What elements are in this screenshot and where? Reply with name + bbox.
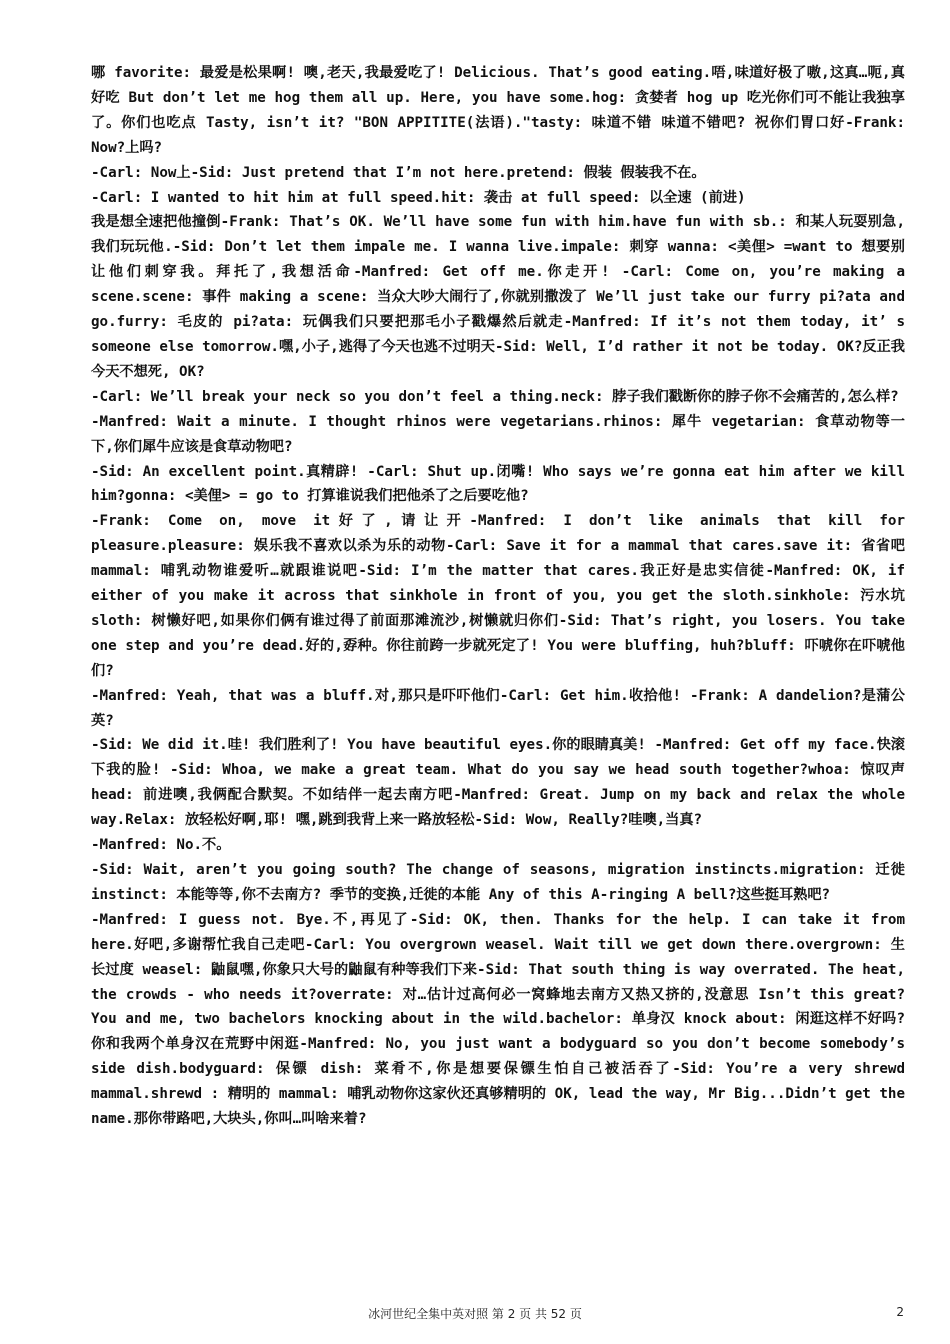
paragraph: -Manfred: Yeah, that was a bluff.对,那只是吓吓他们-Carl: Get him.收拾他! -Frank: A dandelion?是蒲公英? [91, 687, 905, 729]
document-page [91, 61, 905, 1291]
paragraph: -Frank: Come on, move it好了,请让开-Manfred: I don’t like animals that kill for pleasure.pleasure: 娱乐我不喜欢以杀为乐的动物-Carl: Save it for a mammal that cares.save it: 省省吧 mammal: 哺乳动物谁爱听…就跟谁说吧-Sid: I’m the matter that cares.我正好是忠实信徒-Manfred: OK, if either of you make it across that sinkhole in front of you, you get the sloth.sinkhole: 污水坑 sloth: 树懒好吧,如果你们俩有谁过得了前面那滩流沙,树懒就归你们-Sid: That’s right, you losers. You take one step and you’re dead.好的,孬种。你往前跨一步就死定了! You were bluffing, huh?bluff: 吓唬你在吓唬他们? [91, 513, 905, 679]
paragraph: 哪 favorite: 最爱是松果啊! 噢,老天,我最爱吃了! Delicious. That’s good eating.唔,味道好极了嗷,这真…呃,真好吃 But don’t let me hog them all up. Here, you have some.hog: 贪婪者 hog up 吃光你们可不能让我独享了。你们也吃点 Tasty, isn’t it? "BON APPITITE(法语)."tasty: 味道不错 味道不错吧? 祝你们胃口好-Frank: Now?上吗? [91, 65, 905, 156]
footer-title: 冰河世纪全集中英对照 第 2 页 共 52 页 [368, 1307, 582, 1321]
paragraph: -Carl: Now上-Sid: Just pretend that I’m not here.pretend: 假装 假装我不在。 [91, 164, 706, 181]
paragraph: -Carl: We’ll break your neck so you don’t feel a thing.neck: 脖子我们戳断你的脖子你不会痛苦的,怎么样? [91, 388, 899, 405]
page-number: 2 [896, 1305, 904, 1319]
paragraph: -Manfred: Wait a minute. I thought rhinos were vegetarians.rhinos: 犀牛 vegetarian: 食草动物等一下,你们犀牛应该是食草动物吧? [91, 413, 905, 455]
paragraph: -Manfred: No.不。 [91, 837, 231, 854]
paragraph: -Sid: We did it.哇! 我们胜利了! You have beautiful eyes.你的眼睛真美! -Manfred: Get off my face.快滚下我的脸! -Sid: Whoa, we make a great team. What do you say we head south together?whoa: 惊叹声 head: 前进噢,我俩配合默契。不如结伴一起去南方吧-Manfred: Great. Jump on my back and relax the whole way.Relax: 放轻松好啊,耶! 嘿,跳到我背上来一路放轻松-Sid: Wow, Really?哇噢,当真? [91, 737, 905, 829]
paragraph: -Carl: I wanted to hit him at full speed.hit: 袭击 at full speed: 以全速 (前进) [91, 189, 746, 206]
paragraph: 我是想全速把他撞倒-Frank: That’s OK. We’ll have some fun with him.have fun with sb.: 和某人玩耍别急,我们玩玩他.-Sid: Don’t let them impale me. I wanna live.impale: 刺穿 wanna: <美俚> =want to 想要别让他们刺穿我。拜托了,我想活命-Manfred: Get off me.你走开! -Carl: Come on, you’re making a scene.scene: 事件 making a scene: 当众大吵大闹行了,你就别撒泼了 We’ll just take our furry pi?ata and go.furry: 毛皮的 pi?ata: 玩偶我们只要把那毛小子戳爆然后就走-Manfred: If it’s not them today, it’ s someone else tomorrow.嘿,小子,逃得了今天也逃不过明天-Sid: Well, I’d rather it not be today. OK?反正我今天不想死, OK? [91, 214, 905, 380]
paragraph: -Sid: An excellent point.真精辟! -Carl: Shut up.闭嘴! Who says we’re gonna eat him after we kill him?gonna: <美俚> = go to 打算谁说我们把他杀了之后要吃他? [91, 463, 905, 505]
paragraph: -Sid: Wait, aren’t you going south? The change of seasons, migration instincts.migration: 迁徙 instinct: 本能等等,你不去南方? 季节的变换,迁徙的本能 Any of this A-ringing A bell?这些挺耳熟吧? [91, 862, 905, 903]
paragraph: -Manfred: I guess not. Bye.不,再见了-Sid: OK, then. Thanks for the help. I can take it from here.好吧,多谢帮忙我自己走吧-Carl: You overgrown weasel. Wait till we get down there.overgrown: 生长过度 weasel: 鼬鼠嘿,你象只大号的鼬鼠有种等我们下来-Sid: That south thing is way overrated. The heat, the crowds - who needs it?overrate: 对…估计过高何必一窝蜂地去南方又热又挤的,没意思 Isn’t this great? You and me, two bachelors knocking about in the wild.bachelor: 单身汉 knock about: 闲逛这样不好吗? 你和我两个单身汉在荒野中闲逛-Manfred: No, you just want a bodyguard so you don’t become somebody’s side dish.bodyguard: 保镖 dish: 菜肴不,你是想要保镖生怕自己被活吞了-Sid: You’re a very shrewd mammal.shrewd : 精明的 mammal: 哺乳动物你这家伙还真够精明的 OK, lead the way, Mr Big...Didn’t get the name.那你带路吧,大块头,你叫…叫啥来着? [91, 911, 905, 1128]
